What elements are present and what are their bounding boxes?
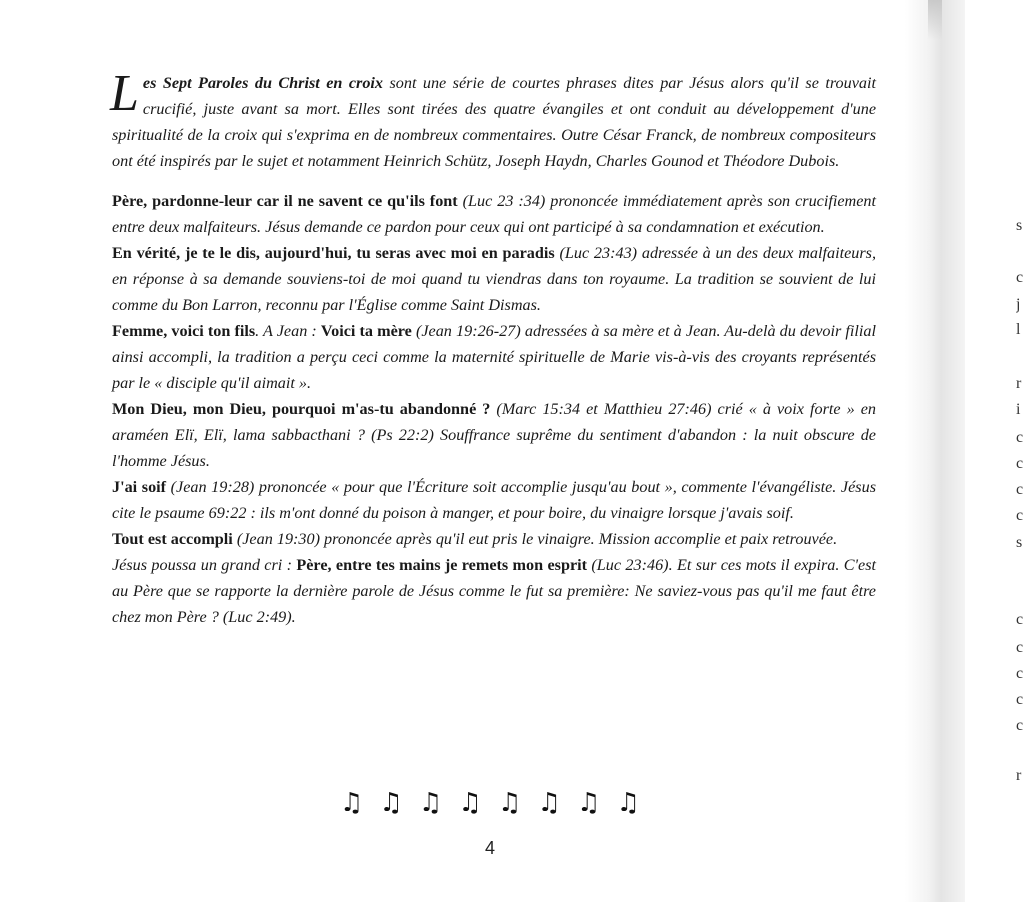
word-5-paragraph <box>112 474 876 526</box>
word-3-paragraph <box>112 318 876 396</box>
music-note-icon: ♫ <box>498 788 522 818</box>
gutter-shadow <box>928 0 942 40</box>
word-5-text: (Jean 19:28) prononcée « pour que l'Écriture soit accomplie jusqu'au bout », commente l'évangéliste. Jésus cite le psaume 69:22 : ils m'ont donné du poison à manger, et pour boire, du vinaigre lorsque j'avais soif. <box>112 478 876 522</box>
bleed-glyph: c <box>1016 270 1024 286</box>
music-note-icon: ♫ <box>537 788 561 818</box>
music-note-icon: ♫ <box>419 788 443 818</box>
word-3-title: Femme, voici ton fils <box>112 322 256 340</box>
bleed-glyph: c <box>1016 612 1024 628</box>
bleed-glyph: l <box>1016 322 1021 338</box>
bleed-glyph: c <box>1016 456 1024 472</box>
bleed-glyph: r <box>1016 768 1022 784</box>
word-1-paragraph <box>112 188 876 240</box>
bleed-glyph: c <box>1016 718 1024 734</box>
document-body <box>110 65 877 630</box>
word-4-paragraph <box>112 396 876 474</box>
word-3-title-b: Voici ta mère <box>320 322 412 340</box>
bleed-glyph: j <box>1016 297 1021 313</box>
bleed-glyph: c <box>1016 508 1024 524</box>
page-gutter <box>905 0 965 902</box>
word-2-title: En vérité, je te le dis, aujourd'hui, tu seras avec moi en paradis <box>112 244 555 262</box>
word-1-title: Père, pardonne-leur car il ne savent ce qu'ils font <box>112 192 458 210</box>
word-7-text-a: Jésus poussa un grand cri : <box>112 556 297 574</box>
word-7-paragraph <box>112 552 876 630</box>
bleed-glyph: c <box>1016 666 1024 682</box>
intro-text: sont une série de courtes phrases dites par Jésus alors qu'il se trouvait crucifié, juste avant sa mort. Elles sont tirées des quatre évangiles et ont conduit au développement d'une spiritualité de la croix qui s'exprima en de nombreux commentaires. Outre César Franck, de nombreux compositeurs ont été inspirés par le sujet et notamment Heinrich Schütz, Joseph Haydn, Charles Gounod et Théodore Dubois. <box>112 74 877 170</box>
word-7-text: (Luc 23:46). Et sur ces mots il expira. C'est au Père que se rapporte la dernière parole de Jésus comme le fut sa première: Ne saviez-vous pas qu'il me faut être chez mon Père ? (Luc 2:49). <box>112 556 876 626</box>
page-number: 4 <box>484 838 495 858</box>
bleed-glyph: s <box>1016 218 1023 234</box>
bleed-glyph: c <box>1016 692 1024 708</box>
music-note-icon: ♫ <box>577 788 601 818</box>
bleed-glyph: c <box>1016 482 1024 498</box>
word-5-title: J'ai soif <box>112 478 167 496</box>
bleed-glyph: c <box>1016 430 1024 446</box>
drop-cap: L <box>110 65 139 122</box>
music-notes-ornament <box>340 788 640 818</box>
intro-paragraph <box>110 65 877 174</box>
music-note-icon: ♫ <box>340 788 364 818</box>
bleed-glyph: i <box>1016 402 1021 418</box>
bleed-glyph: r <box>1016 376 1022 392</box>
word-4-text: (Marc 15:34 et Matthieu 27:46) crié « à voix forte » en araméen Elï, Elï, lama sabbacthani ? (Ps 22:2) Souffrance suprême du sentiment d'abandon : la nuit obscure de l'homme Jésus. <box>112 400 876 470</box>
word-6-paragraph <box>112 526 876 552</box>
word-4-title: Mon Dieu, mon Dieu, pourquoi m'as-tu abandonné ? <box>112 400 491 418</box>
music-note-icon: ♫ <box>616 788 640 818</box>
bleed-glyph: c <box>1016 640 1024 656</box>
word-2-text: (Luc 23:43) adressée à un des deux malfaiteurs, en réponse à sa demande souviens-toi de moi quand tu viendras dans ton royaume. La tradition se souvient de lui comme du Bon Larron, reconnu par l'Église comme Saint Dismas. <box>112 244 876 314</box>
word-6-text: (Jean 19:30) prononcée après qu'il eut pris le vinaigre. Mission accomplie et paix retrouvée. <box>232 530 838 548</box>
music-note-icon: ♫ <box>379 788 403 818</box>
word-3-text: (Jean 19:26-27) adressées à sa mère et à Jean. Au-delà du devoir filial ainsi accompli, la tradition a perçu ceci comme la maternité spirituelle de Marie vis-à-vis des croyants représentés par le « disciple qu'il aimait ». <box>112 322 877 392</box>
bleed-glyph: s <box>1016 535 1023 551</box>
word-6-title: Tout est accompli <box>112 530 233 548</box>
word-2-paragraph <box>112 240 876 318</box>
word-3-text-a: . A Jean : <box>255 322 321 340</box>
word-7-title: Père, entre tes mains je remets mon esprit <box>296 556 588 574</box>
word-1-text: (Luc 23 :34) prononcée immédiatement après son crucifiement entre deux malfaiteurs. Jésus demande ce pardon pour ceux qui ont participé à sa condamnation et exécution. <box>112 192 876 236</box>
intro-title: es Sept Paroles du Christ en croix <box>142 74 384 92</box>
music-note-icon: ♫ <box>458 788 482 818</box>
